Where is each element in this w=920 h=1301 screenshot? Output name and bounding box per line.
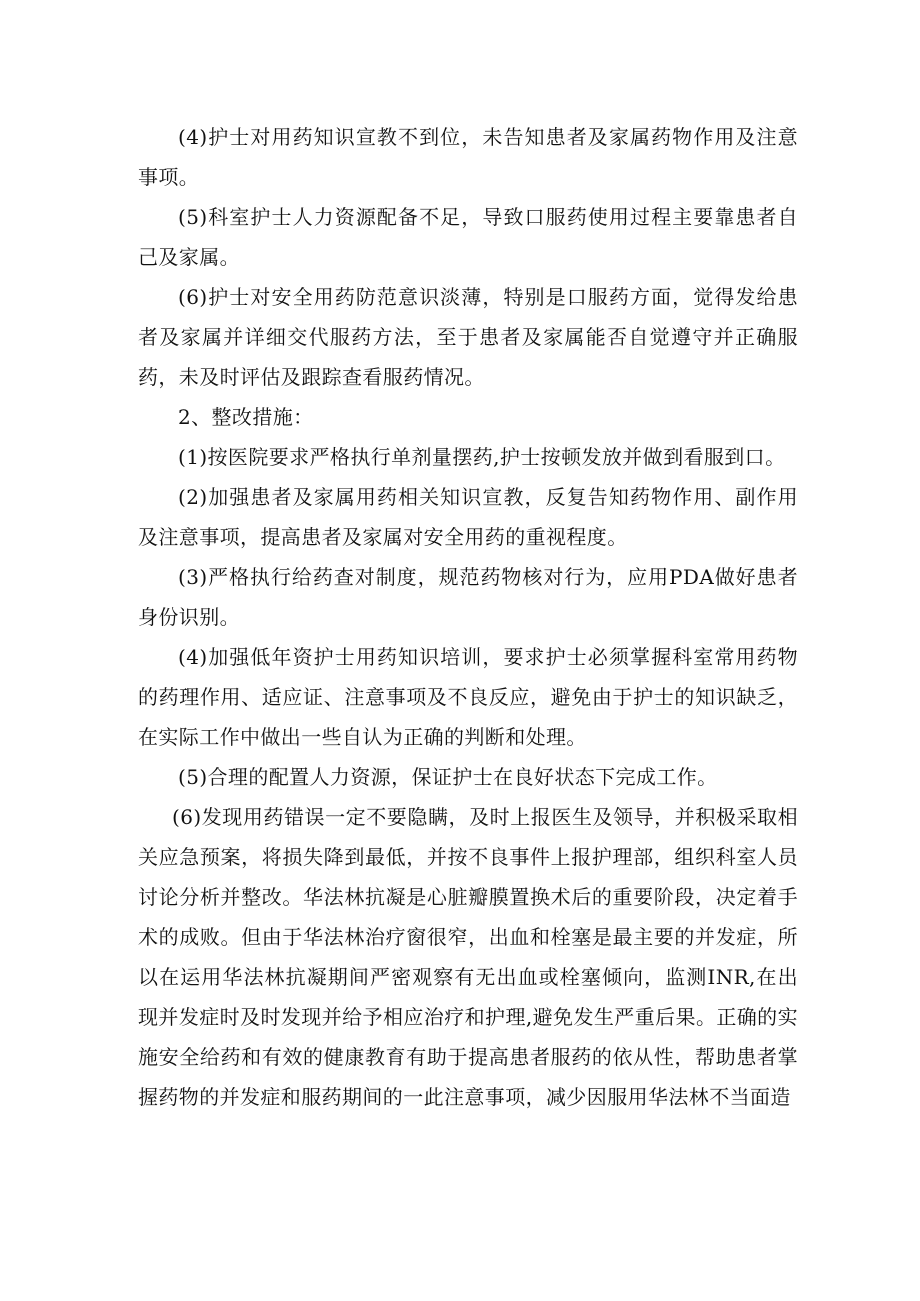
paragraph-measure-3: (3)严格执行给药查对制度，规范药物核对行为，应用PDA做好患者身份识别。 bbox=[138, 565, 798, 629]
paragraph-measure-4: (4)加强低年资护士用药知识培训，要求护士必须掌握科室常用药物的药理作用、适应证、注意事项及不良反应，避免由于护士的知识缺乏，在实际工作中做出一些自认为正确的判断和处理。 bbox=[138, 645, 798, 749]
paragraph-measure-2: (2)加强患者及家属用药相关知识宣教，反复告知药物作用、副作用及注意事项，提高患者及家属对安全用药的重视程度。 bbox=[138, 485, 798, 549]
paragraph-cause-5: (5)科室护士人力资源配备不足，导致口服药使用过程主要靠患者自己及家属。 bbox=[138, 205, 798, 269]
section-heading-measures: 2、整改措施： bbox=[178, 405, 314, 429]
paragraph-measure-5: (5)合理的配置人力资源，保证护士在良好状态下完成工作。 bbox=[178, 765, 718, 789]
document-body bbox=[138, 117, 798, 1117]
paragraph-cause-6: (6)护士对安全用药防范意识淡薄，特别是口服药方面，觉得发给患者及家属并详细交代服药方法，至于患者及家属能否自觉遵守并正确服药，未及时评估及跟踪查看服药情况。 bbox=[138, 285, 798, 389]
paragraph-measure-1: (1)按医院要求严格执行单剂量摆药,护士按顿发放并做到看服到口。 bbox=[178, 445, 786, 469]
paragraph-measure-6: (6)发现用药错误一定不要隐瞒，及时上报医生及领导，并积极采取相关应急预案，将损失降到最低，并按不良事件上报护理部，组织科室人员讨论分析并整改。华法林抗凝是心脏瓣膜置换术后的重要阶段，决定着手术的成败。但由于华法林治疗窗很窄，出血和栓塞是最主要的并发症，所以在运用华法林抗凝期间严密观察有无出血或栓塞倾向，监测INR,在出现并发症时及时发现并给予相应治疗和护理,避免发生严重后果。正确的实施安全给药和有效的健康教育有助于提高患者服药的依从性，帮助患者掌握药物的并发症和服药期间的一此注意事项，减少因服用华法林不当面造 bbox=[138, 805, 798, 1109]
paragraph-cause-4: (4)护士对用药知识宣教不到位，未告知患者及家属药物作用及注意事项。 bbox=[138, 125, 798, 189]
